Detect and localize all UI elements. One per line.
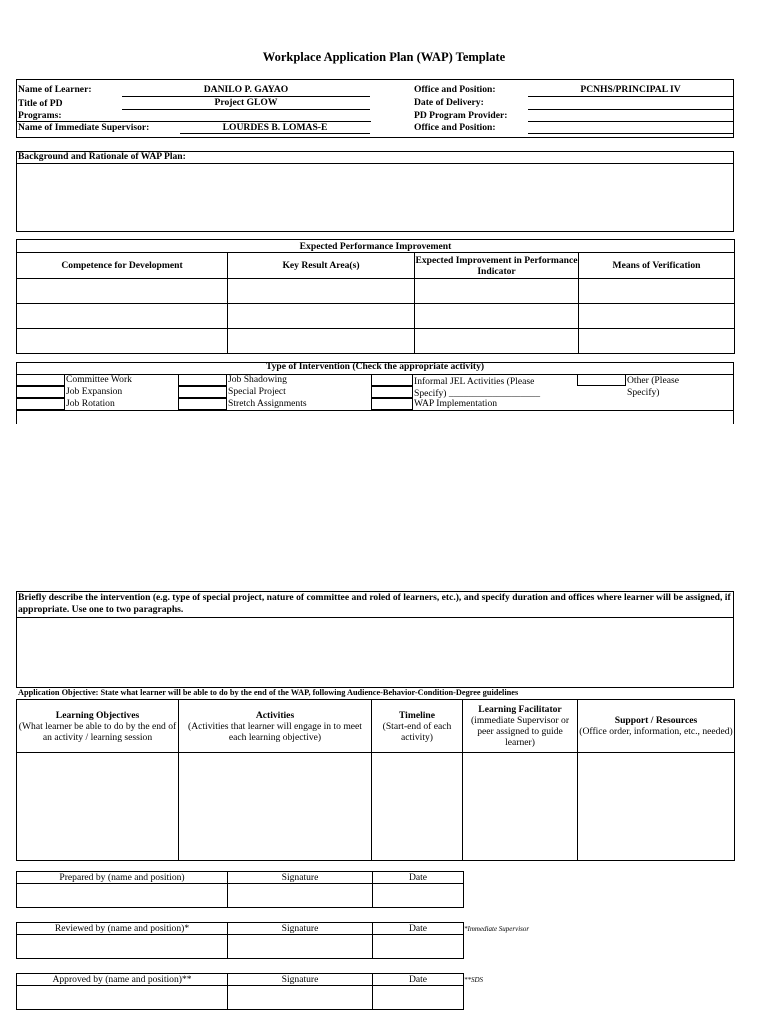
checkbox-informal-jel[interactable]	[371, 374, 413, 386]
office-position-value[interactable]: PCNHS/PRINCIPAL IV	[580, 84, 681, 95]
header-expected-improvement: Expected Improvement in Performance Indicator	[415, 254, 578, 277]
prepared-date-label: Date	[373, 872, 464, 884]
option-other-specify: Specify)	[627, 387, 660, 398]
header-means-verification: Means of Verification	[579, 253, 735, 279]
column-timeline: Timeline (Start-end of each activity)	[372, 700, 463, 753]
checkbox-job-expansion[interactable]	[16, 386, 65, 398]
application-objective-label: Application Objective: State what learner will be able to do by the end of the WAP, following Audience-Behavior-Condition-Degree guidelines	[18, 688, 519, 697]
prepared-by-field[interactable]	[17, 884, 228, 908]
reviewed-by-label: Reviewed by (name and position)*	[17, 923, 228, 935]
page-title: Workplace Application Plan (WAP) Template	[262, 50, 506, 64]
describe-intervention-label: Briefly describe the intervention (e.g. type of special project, nature of committee and roled of learners, etc.), and specify duration and offices where learner will be assigned, if appropriate. Use one to two paragraphs.	[18, 592, 731, 615]
option-committee-work: Committee Work	[66, 374, 132, 385]
prepared-by-label: Prepared by (name and position)	[17, 872, 228, 884]
reviewed-signature-label: Signature	[228, 923, 373, 935]
checkbox-informal-jel-2[interactable]	[371, 386, 413, 398]
table-row	[17, 329, 735, 354]
checkbox-stretch-assignments[interactable]	[178, 398, 227, 410]
prepared-signature-label: Signature	[228, 872, 373, 884]
office-position-2-label: Office and Position:	[414, 122, 496, 133]
date-of-delivery-label: Date of Delivery:	[414, 97, 484, 108]
reviewed-by-field[interactable]	[17, 935, 228, 959]
column-activities: Activities (Activities that learner will engage in to meet each learning objective)	[179, 700, 372, 753]
checkbox-job-rotation[interactable]	[16, 398, 65, 410]
option-informal-jel-specify: Specify) ___________________	[414, 388, 541, 399]
approved-signature-label: Signature	[228, 974, 373, 986]
option-job-expansion: Job Expansion	[66, 386, 123, 397]
title-of-pd-value[interactable]: Project GLOW	[214, 97, 278, 108]
prepared-signature-field[interactable]	[228, 884, 373, 908]
table-row	[17, 304, 735, 329]
header-key-result: Key Result Area(s)	[228, 253, 415, 279]
option-special-project: Special Project	[228, 386, 286, 397]
option-job-shadowing: Job Shadowing	[228, 374, 287, 385]
checkbox-other[interactable]	[577, 374, 626, 386]
checkbox-committee-work[interactable]	[16, 374, 65, 386]
checkbox-job-shadowing[interactable]	[178, 374, 227, 386]
approved-signature-field[interactable]	[228, 986, 373, 1010]
reviewed-signature-field[interactable]	[228, 935, 373, 959]
header-competence: Competence for Development	[17, 253, 228, 279]
approved-date-field[interactable]	[373, 986, 464, 1010]
performance-title: Expected Performance Improvement	[17, 240, 735, 253]
name-of-learner-label: Name of Learner:	[18, 84, 92, 95]
approved-by-label: Approved by (name and position)**	[17, 974, 228, 986]
option-job-rotation: Job Rotation	[66, 398, 115, 409]
supervisor-value[interactable]: LOURDES B. LOMAS-E	[222, 122, 328, 133]
approved-date-label: Date	[373, 974, 464, 986]
background-rationale-label: Background and Rationale of WAP Plan:	[18, 151, 186, 162]
reviewed-date-field[interactable]	[373, 935, 464, 959]
supervisor-label: Name of Immediate Supervisor:	[18, 122, 150, 133]
prepared-by-table	[16, 871, 464, 908]
option-wap-implementation: WAP Implementation	[414, 398, 498, 409]
sds-note: **SDS	[464, 976, 484, 984]
reviewed-date-label: Date	[373, 923, 464, 935]
approved-by-field[interactable]	[17, 986, 228, 1010]
table-row	[17, 753, 735, 861]
checkbox-wap-implementation[interactable]	[371, 398, 413, 410]
option-other: Other (Please	[627, 375, 679, 386]
column-learning-objectives: Learning Objectives (What learner be able to do by the end of an activity / learning session	[17, 700, 179, 753]
programs-label: Programs:	[18, 110, 62, 121]
performance-table	[16, 239, 735, 354]
immediate-supervisor-note: *Immediate Supervisor	[464, 925, 530, 933]
prepared-date-field[interactable]	[373, 884, 464, 908]
approved-by-table	[16, 973, 464, 1010]
option-informal-jel: Informal JEL Activities (Please	[414, 376, 535, 387]
column-learning-facilitator: Learning Facilitator (immediate Supervisor or peer assigned to guide learner)	[463, 700, 578, 753]
intervention-title: Type of Intervention (Check the appropriate activity)	[265, 361, 485, 372]
column-support-resources: Support / Resources (Office order, information, etc., needed)	[578, 700, 735, 753]
option-stretch-assignments: Stretch Assignments	[228, 398, 307, 409]
pd-program-provider-label: PD Program Provider:	[414, 110, 508, 121]
checkbox-special-project[interactable]	[178, 386, 227, 398]
title-of-pd-label: Title of PD	[18, 98, 63, 109]
application-table	[16, 699, 735, 861]
name-of-learner-value[interactable]: DANILO P. GAYAO	[203, 84, 289, 95]
office-position-label: Office and Position:	[414, 84, 496, 95]
table-row	[17, 279, 735, 304]
reviewed-by-table	[16, 922, 464, 959]
